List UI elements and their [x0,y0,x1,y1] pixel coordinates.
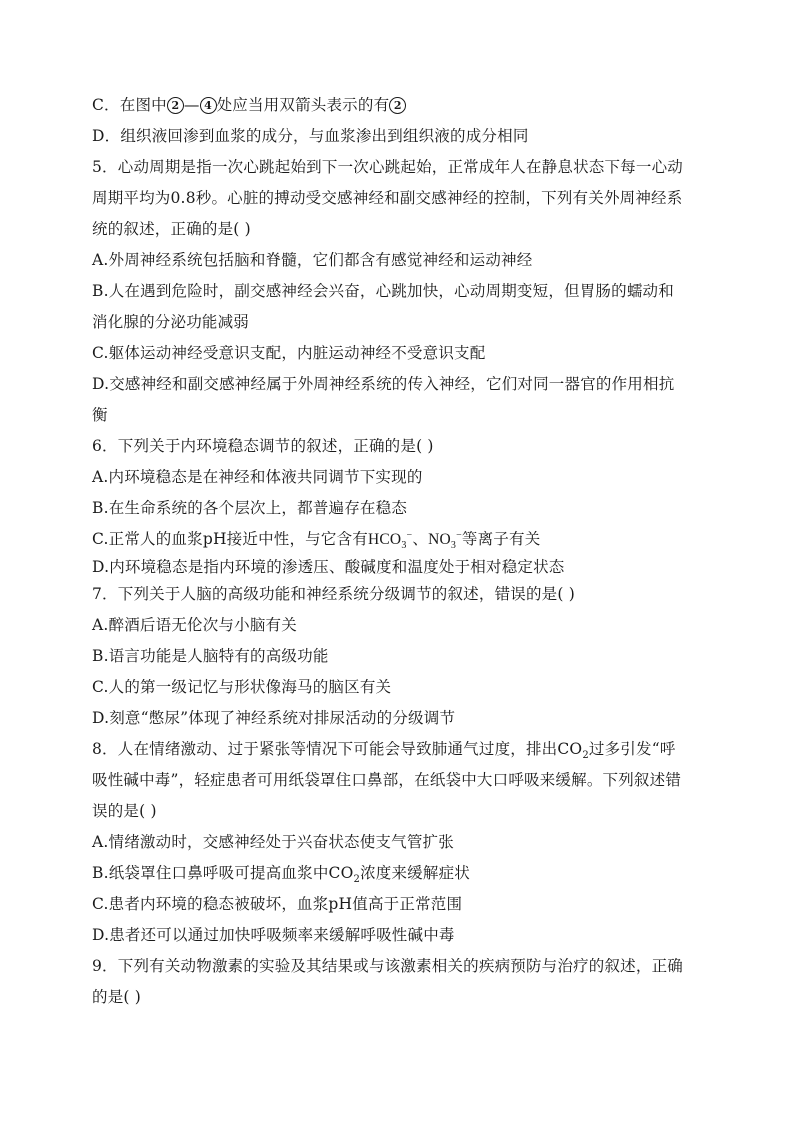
q4-c-text: C．在图中 [92,96,167,114]
q5-option-b-line2: 消化腺的分泌功能减弱 [92,313,250,331]
q8-stem-text: 8．人在情绪激动、过于紧张等情况下可能会导致肺通气过度，排出CO [92,740,583,758]
q6-c-text: C.正常人的血浆pH接近中性，与它含有 [92,530,368,548]
q5-option-d-line1: D.交感神经和副交感神经属于外周神经系统的传入神经，它们对同一器官的作用相抗 [92,375,675,393]
co2-sub: 2 [582,750,589,762]
q8-stem-text-end: 过多引发“呼 [588,740,676,758]
q8-option-c: C.患者内环境的稳态被破坏，血浆pH值高于正常范围 [92,895,463,913]
q6-option-c [92,524,704,555]
q9-stem-line1: 9．下列有关动物激素的实验及其结果或与该激素相关的疾病预防与治疗的叙述，正确 [92,957,683,975]
no-sub: 3 [450,540,457,552]
q6-option-b: B.在生命系统的各个层次上，都普遍存在稳态 [92,499,408,517]
q4-option-d: D．组织液回渗到血浆的成分，与血浆渗出到组织液的成分相同 [92,127,529,145]
co2-sub: 2 [353,874,361,886]
q9-stem-line2: 的是( ) [92,988,142,1006]
q8-b-text-end: 浓度来缓解症状 [360,864,470,882]
q8-stem-line2: 吸性碱中毒”，轻症患者可用纸袋罩住口鼻部，在纸袋中大口呼吸来缓解。下列叙述错 [92,771,682,789]
q8-option-a: A.情绪激动时，交感神经处于兴奋状态使支气管扩张 [92,833,454,851]
q6-stem: 6．下列关于内环境稳态调节的叙述，正确的是( ) [92,437,434,455]
hco-text: HCO [367,531,402,548]
q8-stem-line1 [92,734,704,765]
dash: — [183,96,200,114]
q6-c-text-end: 等离子有关 [461,530,541,548]
q5-stem-line2: 周期平均为0.8秒。心脏的搏动受交感神经和副交感神经的控制，下列有关外周神经系 [92,189,683,207]
q8-b-text: B.纸袋罩住口鼻呼吸可提高血浆中CO [92,864,354,882]
nitrate-ion [428,529,462,552]
page-content [92,90,704,1013]
q5-option-d-line2: 衡 [92,406,108,424]
q5-stem-line1: 5．心动周期是指一次心跳起始到下一次心跳起始，正常成年人在静息状态下每一心动 [92,158,683,176]
q7-stem: 7．下列关于人脑的高级功能和神经系统分级调节的叙述，错误的是( ) [92,585,575,603]
q5-option-a: A.外周神经系统包括脑和脊髓，它们都含有感觉神经和运动神经 [92,251,533,269]
q6-option-d: D.内环境稳态是指内环境的渗透压、酸碱度和温度处于相对稳定状态 [92,558,565,576]
q8-option-b [92,858,704,889]
q7-option-b: B.语言功能是人脑特有的高级功能 [92,647,329,665]
circled-number-2: 2 [167,97,184,114]
circled-number-4: 4 [200,97,217,114]
separator: 、 [412,530,429,548]
hco-sup: − [406,529,413,541]
q8-option-d: D.患者还可以通过加快呼吸频率来缓解呼吸性碱中毒 [92,926,455,944]
q6-option-a: A.内环境稳态是在神经和体液共同调节下实现的 [92,468,423,486]
no-text: NO [428,531,451,548]
q7-option-c: C.人的第一级记忆与形状像海马的脑区有关 [92,678,392,696]
q7-option-a: A.醉酒后语无伦次与小脑有关 [92,616,297,634]
q7-option-d: D.刻意“憋尿”体现了神经系统对排尿活动的分级调节 [92,709,456,727]
q4-option-c [92,90,704,121]
q4-c-text-mid: 处应当用双箭头表示的有 [216,96,390,114]
bicarbonate-ion [367,529,413,552]
q5-option-c: C.躯体运动神经受意识支配，内脏运动神经不受意识支配 [92,344,486,362]
hco-sub: 3 [401,540,407,552]
q5-option-b-line1: B.人在遇到危险时，副交感神经会兴奋，心跳加快，心动周期变短，但胃肠的蠕动和 [92,282,674,300]
q8-stem-line3: 误的是( ) [92,802,157,820]
q5-stem-line3: 统的叙述，正确的是( ) [92,220,251,238]
no-sup: − [456,529,462,541]
circled-number-2-answer: 2 [389,97,406,114]
